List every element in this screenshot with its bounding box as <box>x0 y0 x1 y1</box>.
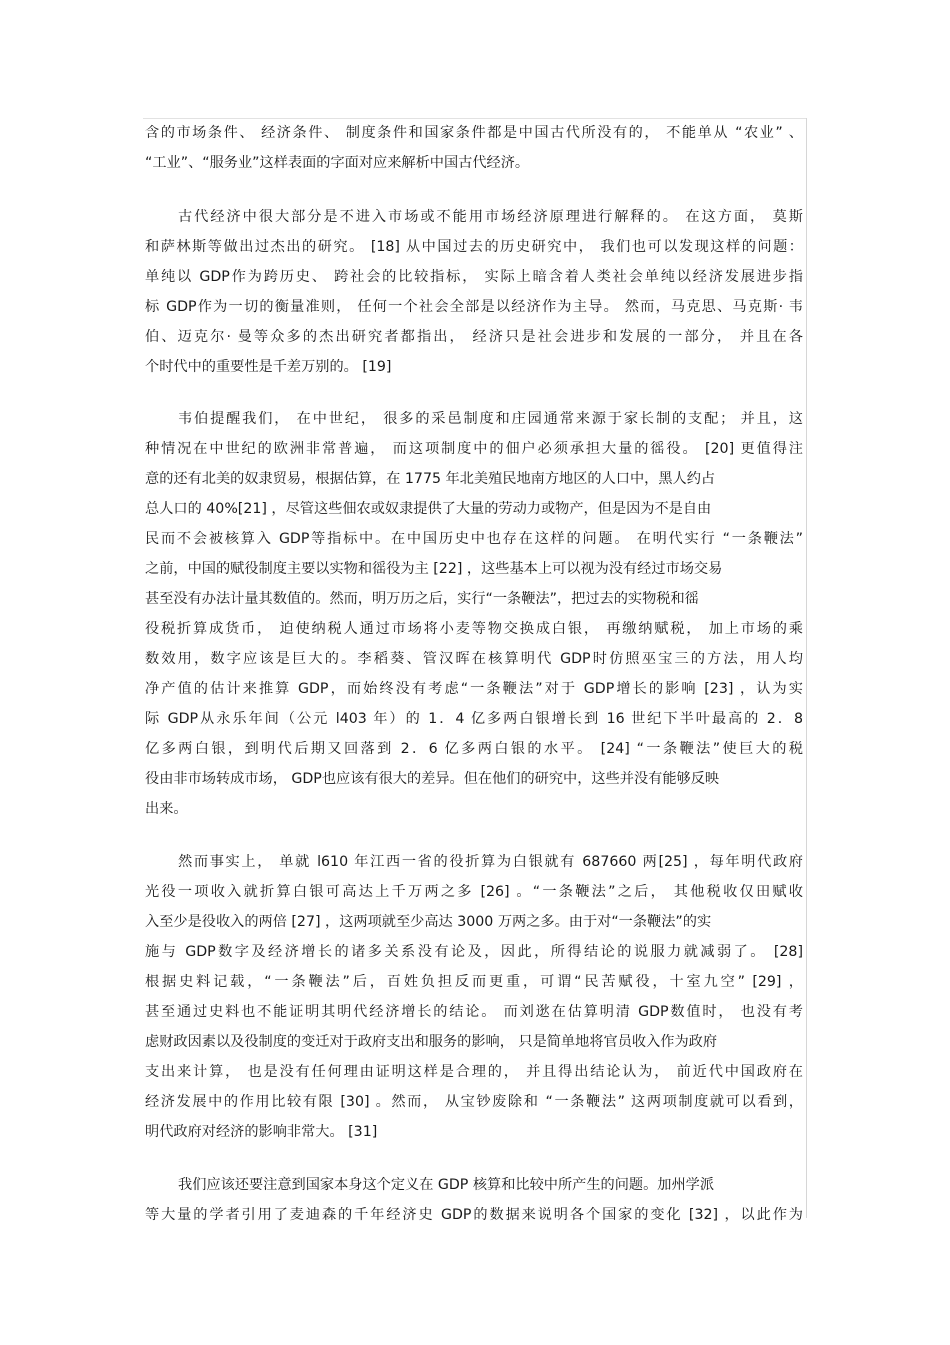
text-line: 亿多两白银，到明代后期又回落到 2．6 亿多两白银的水平。 [24] “一条鞭法”使巨大的税 <box>145 741 803 757</box>
text-line: 虑财政因素以及役制度的变迁对于政府支出和服务的影响， 只是简单地将官员收入作为政府 <box>145 1034 718 1050</box>
text-line: 之前，中国的赋役制度主要以实物和徭役为主 [22] ，这些基本上可以视为没有经过市场交易 <box>145 561 723 577</box>
text-line: 标 GDP作为一切的衡量准则， 任何一个社会全部是以经济作为主导。 然而，马克思、马克斯· 韦 <box>145 299 803 315</box>
text-line: 数效用，数字应该是巨大的。李稻葵、管汉晖在核算明代 GDP时仿照巫宝三的方法，用人均 <box>145 651 803 667</box>
text-line: 入至少是役收入的两倍 [27] ，这两项就至少高达 3000 万两之多。由于对“一条鞭法”的实 <box>145 914 712 930</box>
text-line: 役由非市场转成市场， GDP也应该有很大的差异。但在他们的研究中，这些并没有能够反映 <box>145 771 720 787</box>
text-line: 古代经济中很大部分是不进入市场或不能用市场经济原理进行解释的。 在这方面， 莫斯 <box>178 209 803 225</box>
text-line: 我们应该还要注意到国家本身这个定义在 GDP 核算和比较中所产生的问题。加州学派 <box>178 1177 715 1193</box>
text-line: 甚至没有办法计量其数值的。然而，明万历之后，实行“一条鞭法”，把过去的实物税和徭 <box>145 591 699 607</box>
text-line: 意的还有北美的奴隶贸易，根据估算，在 1775 年北美殖民地南方地区的人口中，黑人约占 <box>145 471 716 487</box>
text-line: 和萨林斯等做出过杰出的研究。 [18] 从中国过去的历史研究中， 我们也可以发现这样的问题： <box>145 239 803 255</box>
text-line: 含的市场条件、 经济条件、 制度条件和国家条件都是中国古代所没有的， 不能单从 “农业” 、 <box>145 125 803 141</box>
text-line: “工业”、“服务业”这样表面的字面对应来解析中国古代经济。 <box>145 155 530 171</box>
text-line: 民而不会被核算入 GDP等指标中。在中国历史中也存在这样的问题。 在明代实行 “一条鞭法” <box>145 531 803 547</box>
text-line: 个时代中的重要性是千差万别的。 [19] <box>145 359 392 375</box>
text-line: 根据史料记载，“一条鞭法”后，百姓负担反而更重，可谓“民苦赋役，十室九空” [29] ， <box>145 974 803 990</box>
text-line: 净产值的估计来推算 GDP，而始终没有考虑“一条鞭法”对于 GDP增长的影响 [23] ，认为实 <box>145 681 803 697</box>
text-line: 经济发展中的作用比较有限 [30] 。然而， 从宝钞废除和 “一条鞭法” 这两项制度就可以看到， <box>145 1094 803 1110</box>
text-line: 光役一项收入就折算白银可高达上千万两之多 [26] 。“一条鞭法”之后， 其他税收仅田赋收 <box>145 884 803 900</box>
text-line: 种情况在中世纪的欧洲非常普遍， 而这项制度中的佃户必须承担大量的徭役。 [20] 更值得注 <box>145 441 803 457</box>
page-right-border <box>806 118 807 1218</box>
text-line: 甚至通过史料也不能证明其明代经济增长的结论。 而刘逖在估算明清 GDP数值时， 也没有考 <box>145 1004 803 1020</box>
page-top-border <box>143 118 807 119</box>
text-line: 然而事实上， 单就 l610 年江西一省的役折算为白银就有 687660 两[25] ，每年明代政府 <box>178 854 803 870</box>
text-line: 等大量的学者引用了麦迪森的千年经济史 GDP的数据来说明各个国家的变化 [32] ，以此作为 <box>145 1207 803 1223</box>
text-line: 施与 GDP数字及经济增长的诸多关系没有论及，因此，所得结论的说服力就减弱了。 [28] <box>145 944 803 960</box>
text-line: 出来。 <box>145 801 188 817</box>
text-line: 总人口的 40%[21] ，尽管这些佃农或奴隶提供了大量的劳动力或物产，但是因为不是自由 <box>145 501 712 517</box>
text-line: 伯、迈克尔· 曼等众多的杰出研究者都指出， 经济只是社会进步和发展的一部分， 并且在各 <box>145 329 803 345</box>
text-line: 单纯以 GDP作为跨历史、 跨社会的比较指标， 实际上暗含着人类社会单纯以经济发展进步指 <box>145 269 803 285</box>
text-line: 支出来计算， 也是没有任何理由证明这样是合理的， 并且得出结论认为， 前近代中国政府在 <box>145 1064 803 1080</box>
text-line: 际 GDP从永乐年间（公元 l403 年）的 1．4 亿多两白银增长到 16 世纪下半叶最高的 2．8 <box>145 711 803 727</box>
text-line: 韦伯提醒我们， 在中世纪， 很多的采邑制度和庄园通常来源于家长制的支配； 并且，这 <box>178 411 803 427</box>
text-line: 明代政府对经济的影响非常大。 [31] <box>145 1124 378 1140</box>
text-line: 役税折算成货币， 迫使纳税人通过市场将小麦等物交换成白银， 再缴纳赋税， 加上市场的乘 <box>145 621 803 637</box>
